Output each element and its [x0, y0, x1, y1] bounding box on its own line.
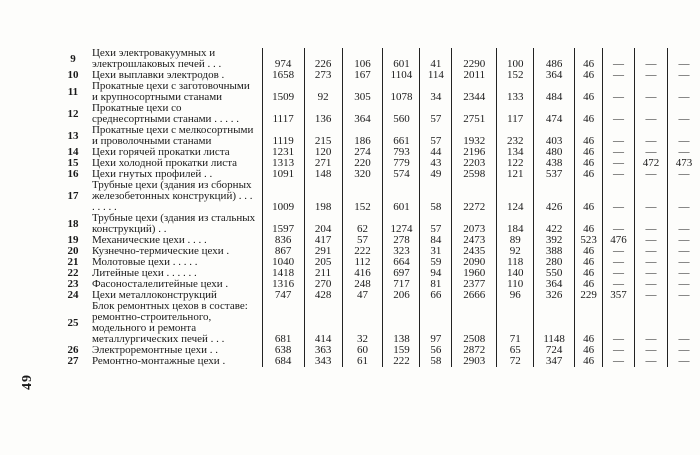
- value-cell: 347: [534, 356, 575, 367]
- value-cell: 117: [497, 103, 534, 125]
- value-cell: 1009: [262, 180, 304, 213]
- workshop-name: Прокатные цехи со среднесортными станами . . . . .: [86, 103, 262, 125]
- value-cell: —: [635, 301, 668, 345]
- value-cell: 57: [342, 235, 383, 246]
- row-number: 16: [67, 168, 79, 180]
- value-cell: 205: [304, 257, 342, 268]
- value-cell: 81: [420, 279, 452, 290]
- row-number: 27: [67, 355, 79, 367]
- value-cell: 779: [383, 158, 420, 169]
- value-cell: 2090: [452, 257, 497, 268]
- value-cell: 215: [304, 125, 342, 147]
- workshop-name: Цехи горячей прокатки листа: [86, 147, 262, 158]
- row-number: 15: [67, 157, 79, 169]
- value-cell: —: [678, 58, 690, 70]
- value-cell: 537: [534, 169, 575, 180]
- value-cell: 486: [534, 48, 575, 70]
- value-cell: 134: [497, 147, 534, 158]
- row-number: 18: [67, 217, 79, 230]
- value-cell: —: [603, 279, 635, 290]
- value-cell: 326: [534, 290, 575, 301]
- value-cell: 1091: [262, 169, 304, 180]
- value-cell: 118: [497, 257, 534, 268]
- value-cell: —: [635, 81, 668, 103]
- row-number: 10: [67, 69, 79, 81]
- value-cell: 2290: [452, 48, 497, 70]
- value-cell: 57: [420, 125, 452, 147]
- value-cell: —: [603, 81, 635, 103]
- value-cell: 836: [262, 235, 304, 246]
- table-row: [60, 180, 700, 213]
- value-cell: 159: [383, 345, 420, 356]
- workshop-name: Механические цехи . . . .: [86, 235, 262, 246]
- workshop-name: Трубные цехи (здания из стальных конструкций) . .: [86, 213, 262, 235]
- value-cell: —: [678, 69, 690, 81]
- value-cell: 46: [575, 356, 603, 367]
- value-cell: 96: [497, 290, 534, 301]
- workshop-name: Электроремонтные цехи . .: [86, 345, 262, 356]
- value-cell: 364: [534, 70, 575, 81]
- workshop-name: Фасоносталелитейные цехи .: [86, 279, 262, 290]
- value-cell: 66: [420, 290, 452, 301]
- value-cell: —: [678, 113, 690, 125]
- value-cell: 438: [534, 158, 575, 169]
- value-cell: 270: [304, 279, 342, 290]
- workshop-name: Цехи холодной прокатки листа: [86, 158, 262, 169]
- value-cell: 724: [534, 345, 575, 356]
- value-cell: 46: [575, 81, 603, 103]
- row-number: 26: [67, 344, 79, 356]
- value-cell: 323: [383, 246, 420, 257]
- value-cell: 184: [497, 213, 534, 235]
- value-cell: 94: [420, 268, 452, 279]
- row-number: 17: [67, 190, 79, 202]
- workshop-name: Кузнечно-термические цехи .: [86, 246, 262, 257]
- value-cell: 122: [497, 158, 534, 169]
- value-cell: 204: [304, 213, 342, 235]
- value-cell: 2073: [452, 213, 497, 235]
- value-cell: —: [635, 290, 668, 301]
- value-cell: 71: [497, 301, 534, 345]
- value-cell: —: [678, 201, 690, 213]
- value-cell: —: [678, 256, 690, 268]
- value-cell: 574: [383, 169, 420, 180]
- row-number: 22: [67, 267, 79, 279]
- value-cell: 1078: [383, 81, 420, 103]
- value-cell: 560: [383, 103, 420, 125]
- value-cell: 1597: [262, 213, 304, 235]
- value-cell: 271: [304, 158, 342, 169]
- value-cell: 100: [497, 48, 534, 70]
- value-cell: —: [678, 135, 690, 147]
- value-cell: 58: [420, 180, 452, 213]
- value-cell: 278: [383, 235, 420, 246]
- value-cell: 43: [420, 158, 452, 169]
- row-number: 9: [70, 52, 76, 65]
- value-cell: 472: [635, 158, 668, 169]
- table-row: [60, 213, 700, 235]
- table-row: [60, 48, 700, 70]
- value-cell: 92: [304, 81, 342, 103]
- value-cell: 697: [383, 268, 420, 279]
- value-cell: 89: [497, 235, 534, 246]
- value-cell: 280: [534, 257, 575, 268]
- value-cell: 1148: [534, 301, 575, 345]
- value-cell: 717: [383, 279, 420, 290]
- value-cell: 211: [304, 268, 342, 279]
- value-cell: 248: [342, 279, 383, 290]
- value-cell: —: [603, 268, 635, 279]
- value-cell: 2203: [452, 158, 497, 169]
- value-cell: 65: [497, 345, 534, 356]
- value-cell: 473: [675, 157, 693, 169]
- value-cell: 229: [575, 290, 603, 301]
- value-cell: —: [678, 267, 690, 279]
- value-cell: —: [635, 70, 668, 81]
- value-cell: 2435: [452, 246, 497, 257]
- row-number: 14: [67, 146, 79, 158]
- value-cell: 46: [575, 70, 603, 81]
- value-cell: —: [678, 333, 690, 345]
- value-cell: 140: [497, 268, 534, 279]
- value-cell: —: [603, 169, 635, 180]
- value-cell: 112: [342, 257, 383, 268]
- value-cell: 2666: [452, 290, 497, 301]
- value-cell: —: [635, 257, 668, 268]
- value-cell: —: [603, 70, 635, 81]
- value-cell: —: [678, 223, 690, 235]
- value-cell: —: [635, 279, 668, 290]
- value-cell: —: [678, 91, 690, 103]
- value-cell: 46: [575, 125, 603, 147]
- value-cell: 664: [383, 257, 420, 268]
- value-cell: 220: [342, 158, 383, 169]
- value-cell: —: [603, 103, 635, 125]
- value-cell: 2272: [452, 180, 497, 213]
- value-cell: 480: [534, 147, 575, 158]
- value-cell: —: [678, 289, 690, 301]
- value-cell: —: [678, 355, 690, 367]
- workshop-name: Литейные цехи . . . . . .: [86, 268, 262, 279]
- value-cell: —: [635, 125, 668, 147]
- value-cell: 232: [497, 125, 534, 147]
- value-cell: 867: [262, 246, 304, 257]
- value-cell: 601: [383, 48, 420, 70]
- value-cell: 46: [575, 345, 603, 356]
- value-cell: 1932: [452, 125, 497, 147]
- workshop-name: Цехи электровакуумных и электрошлаковых печей . . .: [86, 48, 262, 70]
- value-cell: 226: [304, 48, 342, 70]
- value-cell: —: [603, 301, 635, 345]
- value-cell: 46: [575, 169, 603, 180]
- workshop-name: Молотовые цехи . . . . .: [86, 257, 262, 268]
- row-number: 19: [67, 234, 79, 246]
- table-row: [60, 356, 700, 367]
- value-cell: —: [603, 48, 635, 70]
- value-cell: 136: [304, 103, 342, 125]
- table-row: [60, 81, 700, 103]
- value-cell: —: [635, 213, 668, 235]
- value-cell: —: [603, 345, 635, 356]
- workshop-name: Трубные цехи (здания из сборных железобетонных конструкций) . . . . . . . .: [86, 180, 262, 213]
- value-cell: 388: [534, 246, 575, 257]
- value-cell: 120: [304, 147, 342, 158]
- value-cell: 60: [342, 345, 383, 356]
- value-cell: —: [678, 278, 690, 290]
- value-cell: 357: [603, 290, 635, 301]
- value-cell: 31: [420, 246, 452, 257]
- table-row: [60, 103, 700, 125]
- value-cell: 684: [262, 356, 304, 367]
- workshop-name: Цехи металлоконструкций: [86, 290, 262, 301]
- value-cell: 1274: [383, 213, 420, 235]
- value-cell: —: [635, 103, 668, 125]
- value-cell: 84: [420, 235, 452, 246]
- value-cell: 72: [497, 356, 534, 367]
- value-cell: 198: [304, 180, 342, 213]
- value-cell: 2508: [452, 301, 497, 345]
- value-cell: 46: [575, 158, 603, 169]
- row-number: 23: [67, 278, 79, 290]
- value-cell: 57: [420, 213, 452, 235]
- value-cell: 148: [304, 169, 342, 180]
- value-cell: 274: [342, 147, 383, 158]
- value-cell: 133: [497, 81, 534, 103]
- value-cell: 403: [534, 125, 575, 147]
- page-number: 49: [20, 374, 35, 390]
- value-cell: 2344: [452, 81, 497, 103]
- value-cell: 32: [342, 301, 383, 345]
- value-cell: —: [603, 125, 635, 147]
- value-cell: 61: [342, 356, 383, 367]
- value-cell: 44: [420, 147, 452, 158]
- value-cell: —: [678, 234, 690, 246]
- value-cell: 1117: [262, 103, 304, 125]
- value-cell: 114: [420, 70, 452, 81]
- value-cell: —: [635, 356, 668, 367]
- value-cell: 46: [575, 279, 603, 290]
- value-cell: 41: [420, 48, 452, 70]
- row-number: 25: [67, 316, 79, 329]
- value-cell: 2377: [452, 279, 497, 290]
- value-cell: 428: [304, 290, 342, 301]
- value-cell: 46: [575, 48, 603, 70]
- value-cell: 92: [497, 246, 534, 257]
- value-cell: 1658: [262, 70, 304, 81]
- value-cell: 138: [383, 301, 420, 345]
- value-cell: 417: [304, 235, 342, 246]
- row-number: 20: [67, 245, 79, 257]
- value-cell: 343: [304, 356, 342, 367]
- value-cell: 1231: [262, 147, 304, 158]
- value-cell: 681: [262, 301, 304, 345]
- row-number: 24: [67, 289, 79, 301]
- value-cell: 523: [575, 235, 603, 246]
- workshop-name: Блок ремонтных цехов в составе: ремонтно-строительного, модельного и ремонта металлургических печей . . .: [86, 301, 262, 345]
- value-cell: 46: [575, 103, 603, 125]
- value-cell: 793: [383, 147, 420, 158]
- value-cell: 167: [342, 70, 383, 81]
- value-cell: 474: [534, 103, 575, 125]
- value-cell: —: [678, 146, 690, 158]
- value-cell: 2751: [452, 103, 497, 125]
- value-cell: 414: [304, 301, 342, 345]
- value-cell: 58: [420, 356, 452, 367]
- row-number: 13: [67, 129, 79, 142]
- value-cell: 2473: [452, 235, 497, 246]
- value-cell: 364: [342, 103, 383, 125]
- value-cell: —: [678, 168, 690, 180]
- table-row: [60, 301, 700, 345]
- value-cell: 56: [420, 345, 452, 356]
- value-cell: 2872: [452, 345, 497, 356]
- value-cell: 1960: [452, 268, 497, 279]
- value-cell: 550: [534, 268, 575, 279]
- value-cell: —: [678, 344, 690, 356]
- value-cell: 186: [342, 125, 383, 147]
- value-cell: 46: [575, 268, 603, 279]
- value-cell: 661: [383, 125, 420, 147]
- table-row: [60, 125, 700, 147]
- value-cell: 46: [575, 180, 603, 213]
- value-cell: 97: [420, 301, 452, 345]
- value-cell: 46: [575, 213, 603, 235]
- value-cell: 320: [342, 169, 383, 180]
- value-cell: —: [635, 147, 668, 158]
- value-cell: 206: [383, 290, 420, 301]
- value-cell: —: [678, 245, 690, 257]
- value-cell: 152: [342, 180, 383, 213]
- value-cell: 59: [420, 257, 452, 268]
- value-cell: —: [635, 169, 668, 180]
- value-cell: 47: [342, 290, 383, 301]
- value-cell: 124: [497, 180, 534, 213]
- value-cell: 1316: [262, 279, 304, 290]
- value-cell: 601: [383, 180, 420, 213]
- value-cell: 291: [304, 246, 342, 257]
- value-cell: 638: [262, 345, 304, 356]
- value-cell: 747: [262, 290, 304, 301]
- workshop-table: [60, 48, 700, 367]
- value-cell: 974: [262, 48, 304, 70]
- value-cell: 106: [342, 48, 383, 70]
- workshop-name: Ремонтно-монтажные цехи .: [86, 356, 262, 367]
- value-cell: 1313: [262, 158, 304, 169]
- value-cell: 273: [304, 70, 342, 81]
- value-cell: 222: [383, 356, 420, 367]
- value-cell: —: [603, 246, 635, 257]
- value-cell: —: [603, 257, 635, 268]
- value-cell: 426: [534, 180, 575, 213]
- row-number: 21: [67, 256, 79, 268]
- value-cell: 110: [497, 279, 534, 290]
- value-cell: 2196: [452, 147, 497, 158]
- value-cell: —: [635, 235, 668, 246]
- workshop-name: Прокатные цехи с заготовочными и крупносортными станами: [86, 81, 262, 103]
- value-cell: 1040: [262, 257, 304, 268]
- value-cell: 416: [342, 268, 383, 279]
- value-cell: 222: [342, 246, 383, 257]
- value-cell: 422: [534, 213, 575, 235]
- value-cell: 46: [575, 246, 603, 257]
- value-cell: 2011: [452, 70, 497, 81]
- value-cell: 152: [497, 70, 534, 81]
- row-number: 11: [67, 85, 79, 98]
- value-cell: —: [635, 345, 668, 356]
- row-number: 12: [67, 107, 79, 120]
- value-cell: 2903: [452, 356, 497, 367]
- value-cell: —: [635, 48, 668, 70]
- value-cell: —: [603, 158, 635, 169]
- value-cell: 46: [575, 301, 603, 345]
- value-cell: —: [603, 180, 635, 213]
- value-cell: 305: [342, 81, 383, 103]
- value-cell: —: [603, 356, 635, 367]
- value-cell: 1119: [262, 125, 304, 147]
- value-cell: —: [635, 246, 668, 257]
- value-cell: 57: [420, 103, 452, 125]
- value-cell: 46: [575, 257, 603, 268]
- value-cell: 34: [420, 81, 452, 103]
- value-cell: 62: [342, 213, 383, 235]
- workshop-name: Цехи гнутых профилей . .: [86, 169, 262, 180]
- value-cell: 1509: [262, 81, 304, 103]
- value-cell: 476: [603, 235, 635, 246]
- value-cell: —: [635, 180, 668, 213]
- value-cell: 1104: [383, 70, 420, 81]
- value-cell: 49: [420, 169, 452, 180]
- value-cell: 392: [534, 235, 575, 246]
- workshop-name: Прокатные цехи с мелкосортными и проволочными станами: [86, 125, 262, 147]
- value-cell: 363: [304, 345, 342, 356]
- value-cell: 46: [575, 147, 603, 158]
- value-cell: 121: [497, 169, 534, 180]
- value-cell: 2598: [452, 169, 497, 180]
- value-cell: —: [635, 268, 668, 279]
- value-cell: 1418: [262, 268, 304, 279]
- value-cell: —: [603, 147, 635, 158]
- workshop-name: Цехи выплавки электродов .: [86, 70, 262, 81]
- value-cell: —: [603, 213, 635, 235]
- value-cell: 484: [534, 81, 575, 103]
- value-cell: 364: [534, 279, 575, 290]
